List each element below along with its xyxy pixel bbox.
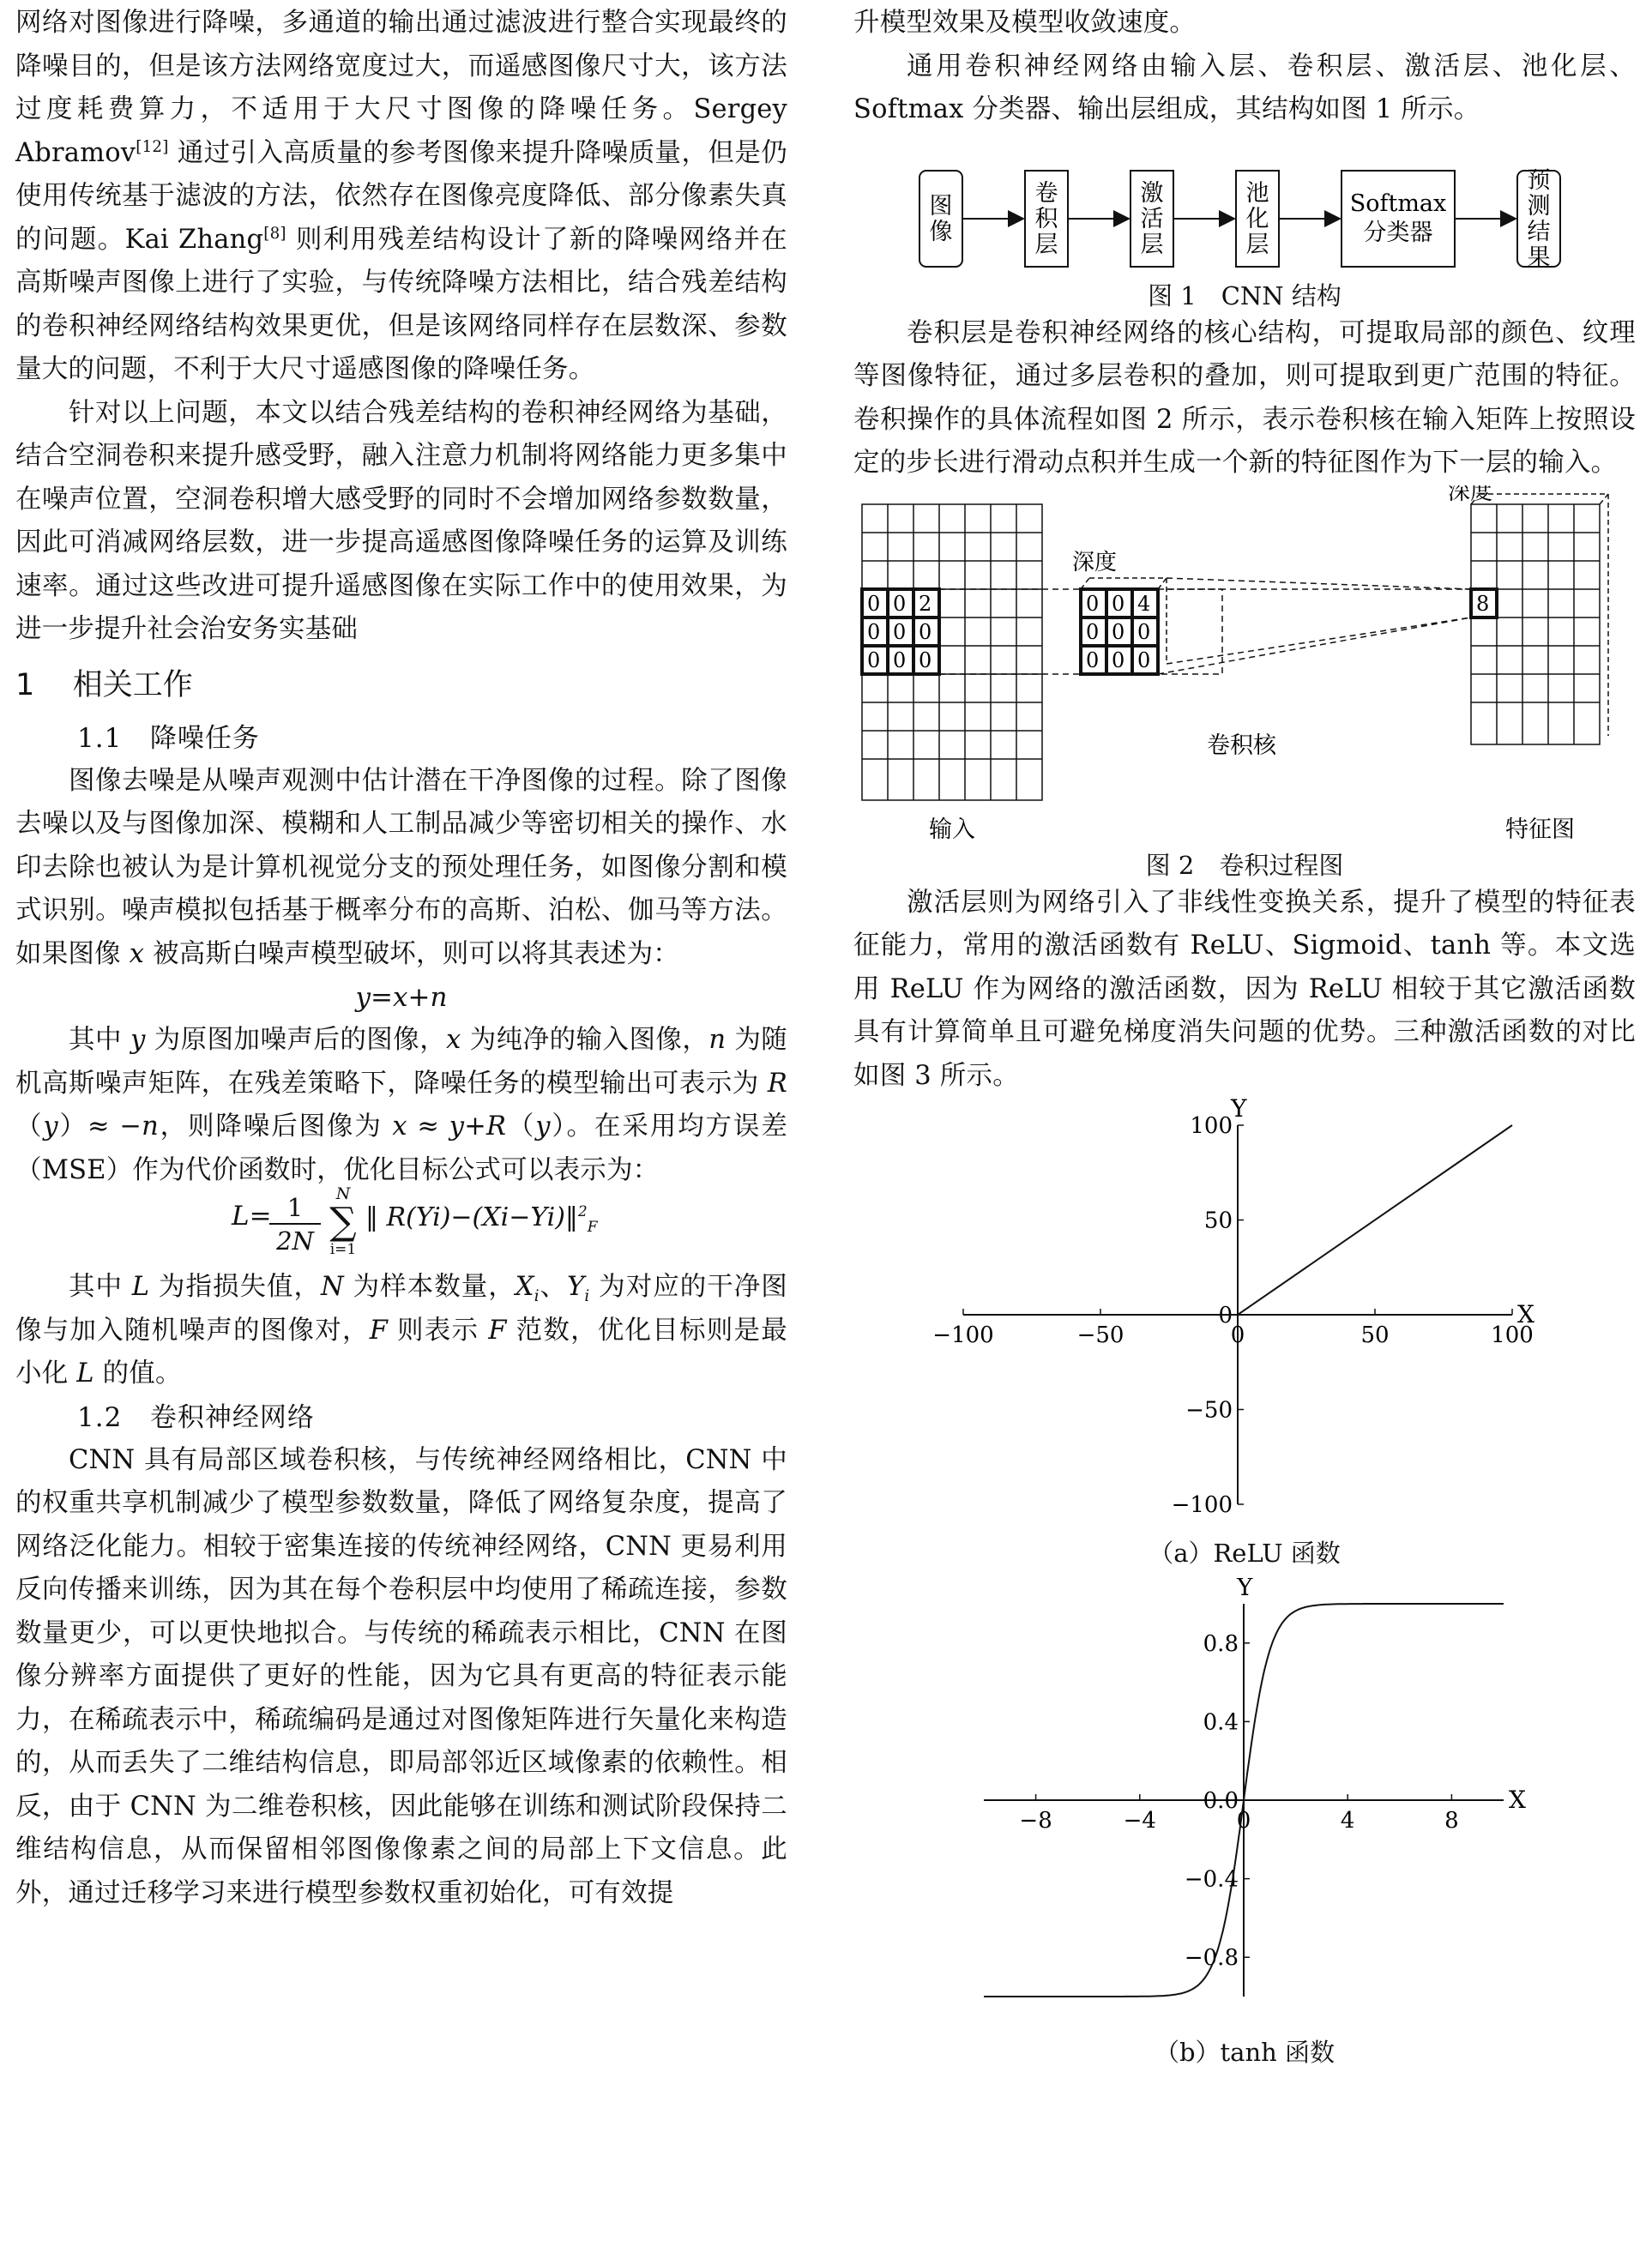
x-tick-label: −8: [1019, 1808, 1052, 1834]
eq-sum: N ∑ i=1: [326, 1185, 360, 1257]
grid-cell-value: 0: [867, 619, 881, 644]
subsection-heading: [15, 1396, 787, 1439]
grid-cell-value: 2: [919, 591, 932, 616]
grid-cell-value: 0: [1137, 648, 1151, 672]
grid-cell-value: 0: [919, 619, 932, 644]
x-tick-label: 50: [1360, 1322, 1390, 1348]
flow-box-label: 图像: [929, 192, 953, 245]
flow-box-label: 预测结果: [1527, 166, 1551, 271]
grid-cell-value: 0: [893, 619, 907, 644]
section-heading: [15, 664, 787, 707]
figure-2-convolution: [853, 485, 1636, 882]
paragraph: 卷积层是卷积神经网络的核心结构，可提取局部的颜色、纹理等图像特征，通过多层卷积的叠加，则可提取到更广范围的特征。卷积操作的具体流程如图 2 所示，表示卷积核在输入矩阵上按照设定的步长进行滑动点积并生成一个新的特征图作为下一层的输入。: [853, 317, 1636, 478]
y-tick-label: −0.8: [1184, 1945, 1239, 1972]
paragraph: CNN 具有局部区域卷积核，与传统神经网络相比，CNN 中的权重共享机制减少了模型参数数量，降低了网络复杂度，提高了网络泛化能力。相较于密集连接的传统神经网络，CNN 更易利用反向传播来训练，因为其在每个卷积层中均使用了稀疏连接，参数数量更少，可以更快地拟合。与传统的稀疏表示相比，CNN 在图像分辨率方面提供了更好的性能，因为它具有更高的特征表示能力，在稀疏表示中，稀疏编码是通过对图像矩阵进行矢量化来构造的，从而丢失了二维结构信息，即局部邻近区域像素的依赖性。相反，由于 CNN 为二维卷积核，因此能够在训练和测试阶段保持二维结构信息，从而保留相邻图像像素之间的局部上下文信息。此外，通过迁移学习来进行模型参数权重初始化，可有效提: [15, 1444, 787, 1908]
projection-lines: [939, 578, 1471, 674]
grid-cell-value: 0: [893, 591, 907, 616]
grid-cell-value: 0: [1112, 619, 1125, 644]
eq-sub: F: [587, 1219, 598, 1236]
eq-lhs: L=: [232, 1201, 272, 1232]
kernel-label: 卷积核: [1207, 732, 1276, 759]
eq-numerator: 1: [269, 1192, 321, 1225]
output-depth: [1471, 494, 1608, 736]
tanh-caption: （b）tanh 函数: [1154, 2038, 1335, 2067]
paragraph: 网络对图像进行降噪，多通道的输出通过滤波进行整合实现最终的降噪目的，但是该方法网络宽度过大，而遥感图像尺寸大，该方法过度耗费算力，不适用于大尺寸图像的降噪任务。Sergey Abramov[12] 通过引入高质量的参考图像来提升降噪质量，但是仍使用传统基于滤波的方法，依然存在图像亮度降低、部分像素失真的问题。Kai Zhang[8] 则利用残差结构设计了新的降噪网络并在高斯噪声图像上进行了实验，与传统降噪方法相比，结合残差结构的卷积神经网络结构效果更优，但是该网络同样存在层数深、参数量大的问题，不利于大尺寸遥感图像的降噪任务。: [15, 8, 787, 384]
x-tick-label: 8: [1444, 1808, 1459, 1834]
equation-2: [15, 1184, 787, 1266]
x-tick-label: 0: [1236, 1808, 1251, 1834]
flow-box-label: Softmax 分类器: [1349, 190, 1447, 246]
depth-label-top: 深度: [1448, 485, 1493, 505]
subsection-heading: [15, 717, 787, 760]
paragraph: 升模型效果及模型收敛速度。: [853, 8, 1197, 38]
y-tick-label: 0.0: [1203, 1788, 1239, 1814]
x-axis-label: X: [1517, 1300, 1534, 1328]
paragraph: 针对以上问题，本文以结合残差结构的卷积神经网络为基础，结合空洞卷积来提升感受野，融入注意力机制将网络能力更多集中在噪声位置，空洞卷积增大感受野的同时不会增加网络参数数量，因此可消减网络层数，进一步提高遥感图像降噪任务的运算及训练速率。通过这些改进可提升遥感图像在实际工作中的使用效果，为进一步提升社会治安务实基础: [15, 397, 787, 644]
x-tick-label: −100: [932, 1322, 994, 1348]
figure-1-caption: 图 1 CNN 结构: [1148, 280, 1341, 310]
output-grid: [1471, 504, 1600, 744]
eq-sum-top: N: [335, 1184, 351, 1203]
paragraph: 其中 L 为指损失值，N 为样本数量，$X_i$、$Y_i$ 为对应的干净图像与加入随机噪声的图像对，F 则表示 F 范数，优化目标则是最小化 L 的值。: [15, 1272, 787, 1389]
eq-sup: 2: [577, 1203, 588, 1220]
x-tick-label: −50: [1076, 1322, 1124, 1348]
flow-box-label: 激活层: [1140, 179, 1164, 258]
grid-cell-value: 0: [1112, 591, 1125, 616]
subsection-title: 卷积神经网络: [149, 1401, 315, 1433]
eq-sum-bottom: i=1: [329, 1241, 357, 1258]
x-tick-label: −4: [1123, 1808, 1156, 1834]
x-tick-label: 100: [1491, 1322, 1534, 1348]
eq-fraction: [269, 1192, 321, 1257]
y-axis-label: Y: [1231, 1098, 1247, 1123]
output-label: 特征图: [1505, 816, 1575, 843]
grid-cell-value: 0: [1112, 648, 1125, 672]
left-column: [15, 0, 787, 1915]
x-tick-label: 0: [1230, 1322, 1245, 1348]
grid-cell-value: 0: [1086, 591, 1100, 616]
tanh-chart: [853, 1578, 1636, 2041]
figure-2-caption: 图 2 卷积过程图: [1145, 850, 1344, 880]
grid-cell-value: 4: [1137, 591, 1151, 616]
x-axis-label: X: [1509, 1786, 1526, 1814]
output-value: 8: [1476, 591, 1490, 616]
y-tick-label: 50: [1203, 1208, 1233, 1234]
subsection-number: 1.2: [77, 1401, 123, 1433]
y-tick-label: −50: [1185, 1397, 1233, 1424]
figure-1-cnn-structure: [853, 132, 1636, 312]
y-axis-label: Y: [1237, 1578, 1253, 1601]
paragraph: 图像去噪是从噪声观测中估计潜在干净图像的过程。除了图像去噪以及与图像加深、模糊和人工制品减少等密切相关的操作、水印去除也被认为是计算机视觉分支的预处理任务，如图像分割和模式识别。噪声模拟包括基于概率分布的高斯、泊松、伽马等方法。如果图像 x 被高斯白噪声模型破坏，则可以将其表述为：: [15, 765, 787, 969]
section-title: 相关工作: [72, 667, 193, 702]
flow-box-label: 池化层: [1245, 179, 1269, 258]
input-label: 输入: [929, 816, 975, 843]
flow-box-softmax: [1341, 171, 1455, 267]
y-tick-label: 0.4: [1203, 1709, 1239, 1736]
eq-body-text: ‖ R(Yi)−(Xi−Yi)‖: [365, 1202, 578, 1232]
grid-cell-value: 0: [1086, 648, 1100, 672]
right-column: [853, 0, 1636, 2127]
paragraph: 激活层则为网络引入了非线性变换关系，提升了模型的特征表征能力，常用的激活函数有 ReLU、Sigmoid、tanh 等。本文选用 ReLU 作为网络的激活函数，因为 ReLU 相较于其它激活函数具有计算简单且可避免梯度消失问题的优势。三种激活函数的对比如图 3 所示。: [853, 887, 1636, 1091]
flow-box-label: 卷积层: [1034, 179, 1058, 258]
y-tick-label: −100: [1171, 1492, 1233, 1518]
grid-cell-value: 0: [1086, 619, 1100, 644]
depth-label-mid: 深度: [1072, 549, 1118, 575]
cnn-flow-diagram: [853, 132, 1636, 278]
y-tick-label: 0: [1218, 1303, 1233, 1328]
x-tick-label: 4: [1340, 1808, 1355, 1834]
convolution-diagram: [853, 485, 1636, 846]
eq-denominator: 2N: [276, 1226, 314, 1256]
relu-chart: [853, 1098, 1636, 1578]
paragraph: 通用卷积神经网络由输入层、卷积层、激活层、池化层、Softmax 分类器、输出层组成，其结构如图 1 所示。: [853, 51, 1636, 124]
subsection-number: 1.1: [77, 722, 123, 754]
equation-1: y=x+n: [355, 982, 448, 1013]
grid-cell-value: 0: [893, 648, 907, 672]
grid-cell-value: 0: [867, 648, 881, 672]
y-tick-label: 0.8: [1203, 1630, 1239, 1657]
figure-3-charts: [853, 1098, 1636, 2127]
grid-cell-value: 0: [919, 648, 932, 672]
paragraph: 其中 y 为原图加噪声后的图像，x 为纯净的输入图像，n 为随机高斯噪声矩阵，在残差策略下，降噪任务的模型输出可表示为 R（y）≈ −n，则降噪后图像为 x ≈ y+R（y）。在采用均方误差（MSE）作为代价函数时，优化目标公式可以表示为：: [15, 1025, 788, 1185]
subsection-title: 降噪任务: [149, 722, 260, 754]
grid-cell-value: 0: [1137, 619, 1151, 644]
y-tick-label: 100: [1190, 1113, 1233, 1139]
relu-caption: （a）ReLU 函数: [1149, 1539, 1341, 1568]
section-number: 1: [15, 667, 35, 702]
y-tick-label: −0.4: [1184, 1866, 1239, 1893]
eq-body: [365, 1202, 598, 1236]
grid-cell-value: 0: [867, 591, 881, 616]
